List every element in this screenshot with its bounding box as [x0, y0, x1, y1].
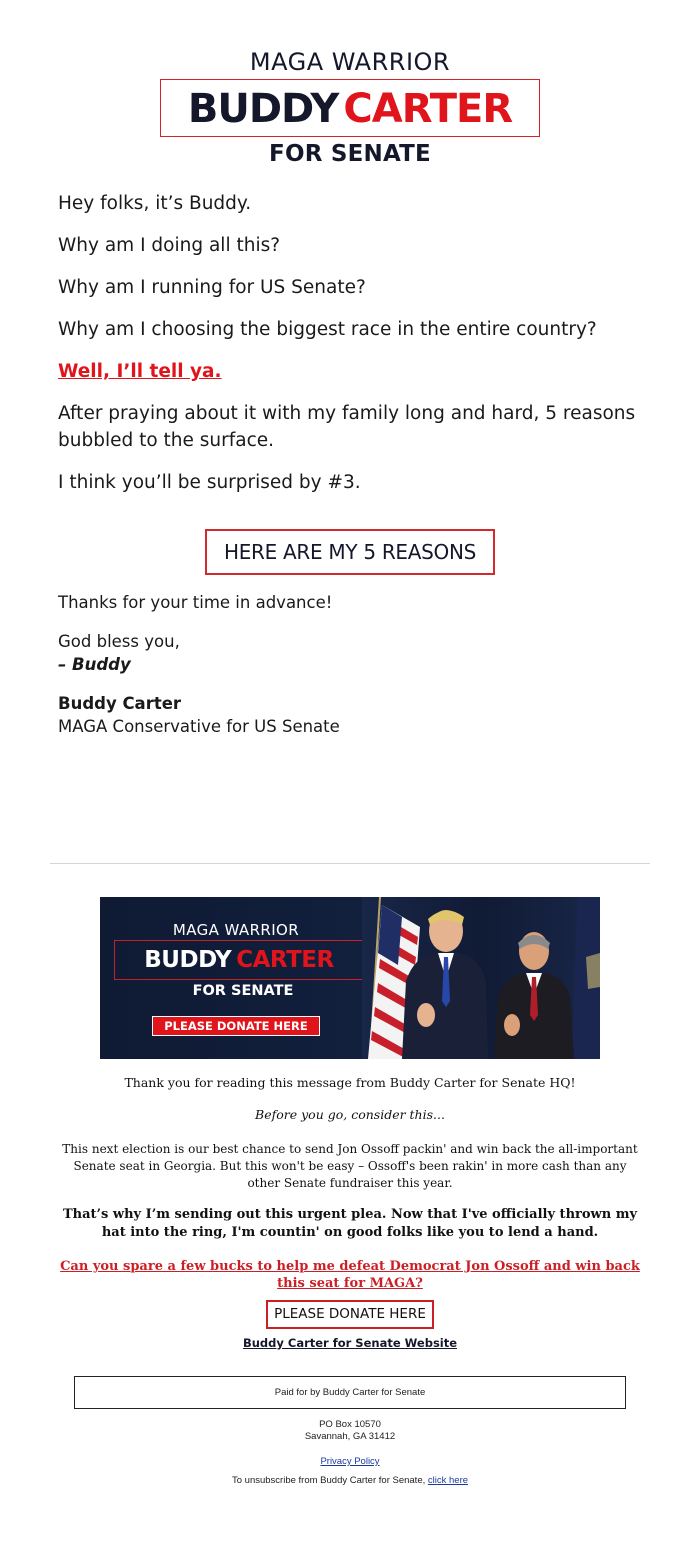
thanks-line: Thanks for your time in advance!	[58, 593, 333, 612]
website-link[interactable]: Buddy Carter for Senate Website	[242, 1336, 458, 1350]
donate-button[interactable]: PLEASE DONATE HERE	[266, 1300, 434, 1329]
bless-line: God bless you,	[58, 632, 180, 651]
banner-name-box	[114, 940, 364, 980]
logo-kicker: MAGA WARRIOR	[249, 48, 451, 76]
footer-before: Before you go, consider this...	[255, 1107, 445, 1122]
address-line-2: Savannah, GA 31412	[304, 1430, 396, 1442]
reasons-button[interactable]: HERE ARE MY 5 REASONS	[205, 529, 495, 575]
greeting: Hey folks, it’s Buddy.	[58, 193, 252, 214]
email-body	[58, 190, 648, 511]
banner-donate-label: PLEASE DONATE HERE	[152, 1016, 320, 1036]
signature-title: MAGA Conservative for US Senate	[58, 717, 340, 736]
website-link-row	[0, 1336, 700, 1350]
unsubscribe-link[interactable]: click here	[427, 1475, 469, 1486]
footer-ask	[58, 1258, 642, 1292]
footer-thanks: Thank you for reading this message from Buddy Carter for Senate HQ!	[124, 1075, 576, 1090]
mailing-address	[0, 1419, 700, 1442]
signature-name: Buddy Carter	[58, 694, 182, 713]
banner-name-last: CARTER	[236, 947, 334, 973]
question-1: Why am I doing all this?	[58, 235, 281, 256]
privacy-row	[0, 1456, 700, 1467]
footer-plea: That’s why I’m sending out this urgent plea. Now that I've officially thrown my hat into the ring, I'm countin' on good folks like you to lend a hand.	[62, 1207, 638, 1240]
footer-ask-link[interactable]: Can you spare a few bucks to help me defeat Democrat Jon Ossoff and win back this seat for MAGA?	[60, 1259, 640, 1291]
question-3: Why am I choosing the biggest race in the entire country?	[58, 319, 597, 340]
banner-for-senate: FOR SENATE	[192, 983, 294, 999]
logo-name-first: BUDDY	[187, 86, 339, 132]
unsubscribe-text: To unsubscribe from Buddy Carter for Senate,	[231, 1475, 426, 1486]
logo-for-senate: FOR SENATE	[269, 141, 431, 167]
logo-name-box	[160, 79, 540, 137]
signoff: – Buddy	[58, 655, 131, 674]
footer-election: This next election is our best chance to send Jon Ossoff packin' and win back the all-important Senate seat in Georgia. But this won't be easy – Ossoff's been rakin' in more cash than any other Senate fundraiser this year.	[62, 1142, 638, 1190]
praying-paragraph: After praying about it with my family long and hard, 5 reasons bubbled to the surface.	[58, 403, 636, 451]
logo-name-last: CARTER	[343, 86, 513, 132]
privacy-policy-link[interactable]: Privacy Policy	[320, 1456, 380, 1467]
banner-kicker: MAGA WARRIOR	[172, 921, 300, 939]
surprised-paragraph: I think you’ll be surprised by #3.	[58, 472, 361, 493]
banner-photo	[362, 897, 600, 1059]
tell-ya-link[interactable]: Well, I’ll tell ya.	[58, 361, 222, 382]
address-line-1: PO Box 10570	[319, 1419, 381, 1430]
campaign-logo	[0, 48, 700, 167]
paid-for-disclaimer: Paid for by Buddy Carter for Senate	[74, 1376, 626, 1409]
banner-name-first: BUDDY	[144, 947, 232, 973]
unsubscribe-row	[0, 1475, 700, 1486]
donate-banner[interactable]	[100, 897, 600, 1059]
closing	[58, 591, 648, 754]
question-2: Why am I running for US Senate?	[58, 277, 366, 298]
section-divider	[50, 863, 650, 864]
